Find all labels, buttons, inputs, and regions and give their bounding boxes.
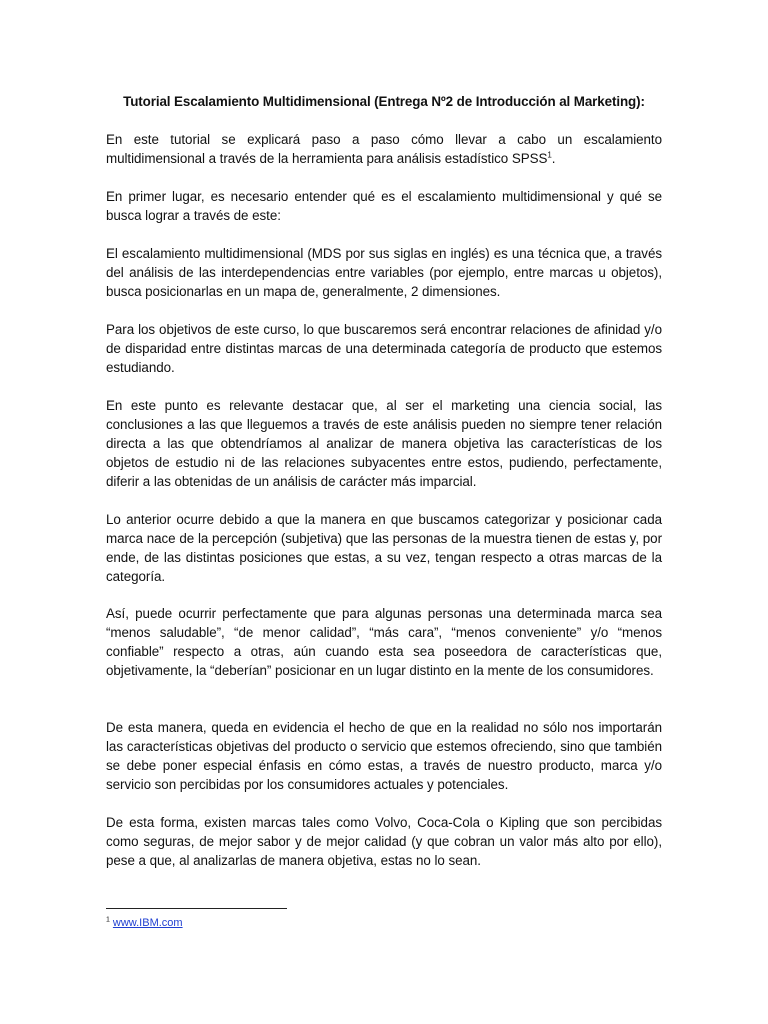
document-title: Tutorial Escalamiento Multidimensional (Entrega Nº2 de Introducción al Marketing): [123,94,645,109]
paragraph-tail: . [551,151,556,166]
paragraph: En primer lugar, es necesario entender qué es el escalamiento multidimensional y qué se busca lograr a través de este: [106,189,662,223]
paragraph-text: En este tutorial se explicará paso a paso cómo llevar a cabo un escalamiento multidimensional a través de la herramienta para análisis estadístico SPSS [106,132,662,166]
paragraph: El escalamiento multidimensional (MDS por sus siglas en inglés) es una técnica que, a través del análisis de las interdependencias entre variables (por ejemplo, entre marcas u objetos), busca posicionarlas en un mapa de, generalmente, 2 dimensiones. [106,246,662,299]
footnote [106,915,183,931]
footnote-separator [106,908,287,909]
footnote-marker: 1 [106,916,110,924]
paragraph: De esta forma, existen marcas tales como Volvo, Coca-Cola o Kipling que son percibidas como seguras, de mejor sabor y de mejor calidad (y que cobran un valor más alto por ello), pese a que, al analizarlas de manera objetiva, estas no lo sean. [106,815,662,868]
paragraph: Así, puede ocurrir perfectamente que para algunas personas una determinada marca sea “menos saludable”, “de menor calidad”, “más cara”, “menos conveniente” y/o “menos confiable” respecto a otras, aún cuando esta sea poseedora de características que, objetivamente, la “deberían” posicionar en un lugar distinto en la mente de los consumidores. [106,606,662,678]
footnote-link[interactable]: www.IBM.com [112,917,183,929]
paragraph: En este punto es relevante destacar que, al ser el marketing una ciencia social, las conclusiones a las que lleguemos a través de este análisis pueden no siempre tener relación directa a las que obtendríamos al analizar de manera objetiva las características de los objetos de estudio ni de las relaciones subyacentes entre estos, pudiendo, perfectamente, diferir a las obtenidas de un análisis de carácter más imparcial. [106,398,662,489]
footnote-reference[interactable]: 1 [547,150,552,160]
paragraph: Lo anterior ocurre debido a que la manera en que buscamos categorizar y posicionar cada marca nace de la percepción (subjetiva) que las personas de la muestra tienen de estas y, por ende, de las distintas posiciones que estas, a su vez, tengan respecto a otras marcas de la categoría. [106,512,662,584]
paragraph: De esta manera, queda en evidencia el hecho de que en la realidad no sólo nos importarán las características objetivas del producto o servicio que estemos ofreciendo, sino que también se debe poner especial énfasis en cómo estas, a través de nuestro producto, marca y/o servicio son percibidas por los consumidores actuales y potenciales. [106,720,662,792]
paragraph-intro [106,130,662,168]
paragraph: Para los objetivos de este curso, lo que buscaremos será encontrar relaciones de afinidad y/o de disparidad entre distintas marcas de una determinada categoría de producto que estemos estudiando. [106,322,662,375]
